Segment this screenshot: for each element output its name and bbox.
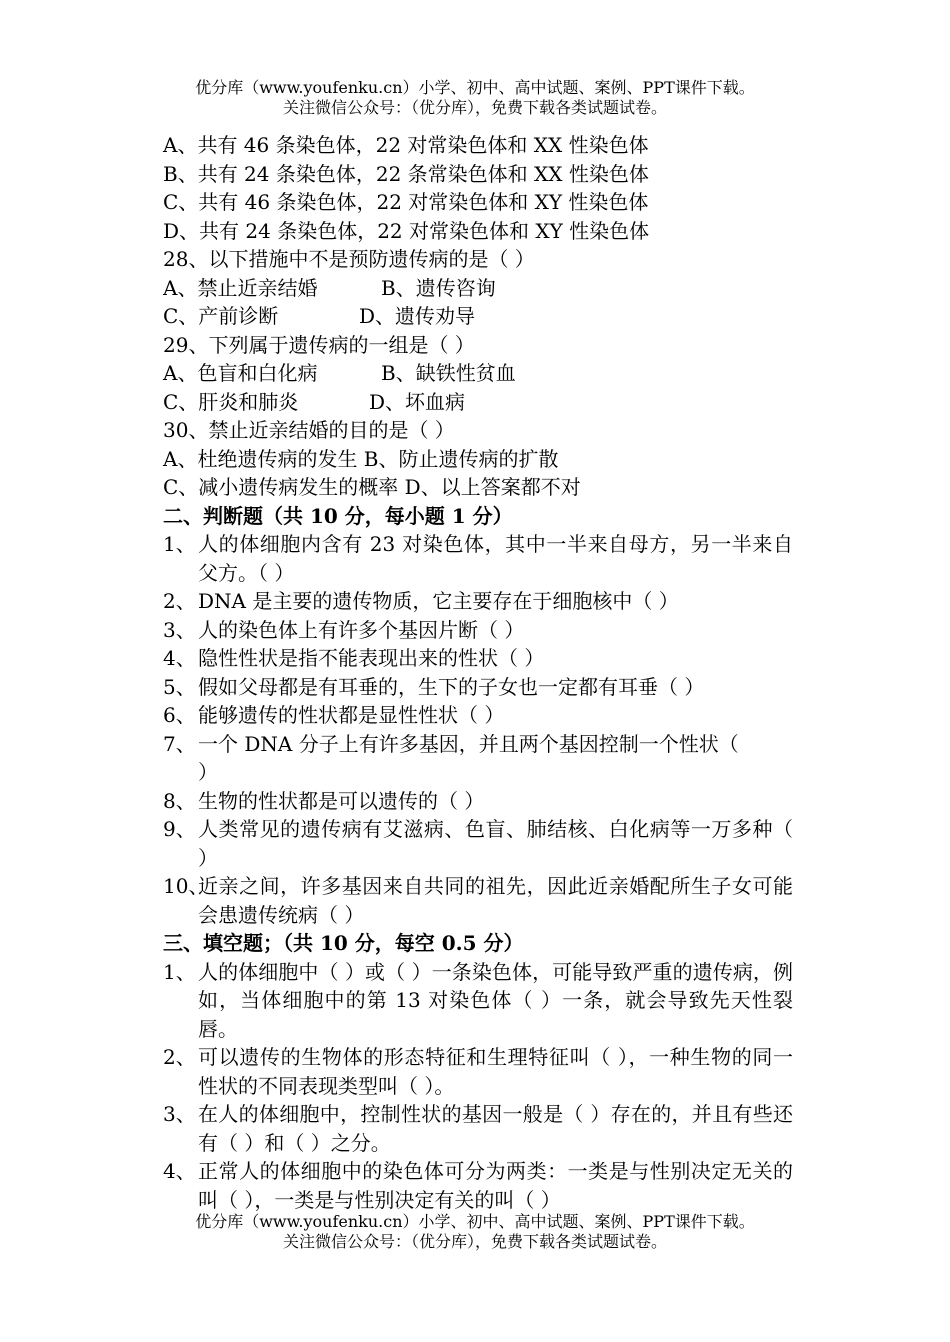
q27-option-a: A、共有 46 条染色体，22 对常染色体和 XX 性染色体 xyxy=(163,133,649,157)
page-footer xyxy=(0,1212,950,1252)
header-line-2: 关注微信公众号：（优分库），免费下载各类试题试卷。 xyxy=(282,98,667,117)
fill-item-2-num: 2、 xyxy=(163,1045,196,1069)
judge-item-6 xyxy=(163,701,793,730)
exam-content xyxy=(163,131,793,1214)
q28-option-a: A、禁止近亲结婚 xyxy=(163,275,318,300)
judge-item-9-num: 9、 xyxy=(163,817,196,841)
q30-options-ab: A、杜绝遗传病的发生 B、防止遗传病的扩散 xyxy=(163,446,559,471)
q28-stem: 28、以下措施中不是预防遗传病的是（ ） xyxy=(163,247,535,271)
judge-item-7-num: 7、 xyxy=(163,731,196,756)
q27-option-d: D、共有 24 条染色体，22 对常染色体和 XY 性染色体 xyxy=(163,218,650,243)
judge-item-3-num: 3、 xyxy=(163,617,196,642)
q29-option-d: D、坏血病 xyxy=(369,389,466,414)
header-line-1: 优分库（www.youfenku.cn）小学、初中、高中试题、案例、PPT课件下载。 xyxy=(195,78,755,97)
q29-option-a: A、色盲和白化病 xyxy=(163,361,318,385)
fill-item-4-text: 正常人的体细胞中的染色体可分为两类：一类是与性别决定无关的叫（ ），一类是与性别决定有关的叫（ ） xyxy=(198,1159,793,1212)
q28-option-d: D、遗传劝导 xyxy=(359,304,476,328)
fill-item-3 xyxy=(163,1100,793,1157)
section-3-title: 三、填空题；（共 10 分，每空 0.5 分） xyxy=(163,931,524,955)
fill-item-3-num: 3、 xyxy=(163,1102,196,1126)
q28-option-c: C、产前诊断 xyxy=(163,304,279,328)
q30-stem: 30、禁止近亲结婚的目的是（ ） xyxy=(163,418,455,442)
judge-item-3 xyxy=(163,616,793,645)
fill-item-4-num: 4、 xyxy=(163,1159,196,1183)
fill-item-3-text: 在人的体细胞中，控制性状的基因一般是（ ）存在的，并且有些还有（ ）和（ ）之分。 xyxy=(198,1102,793,1155)
judge-item-5-text: 假如父母都是有耳垂的，生下的子女也一定都有耳垂（ ） xyxy=(198,674,705,699)
judge-item-2-num: 2、 xyxy=(163,589,196,613)
judge-item-4-text: 隐性性状是指不能表现出来的性状（ ） xyxy=(198,646,545,670)
judge-item-7 xyxy=(163,730,793,759)
fill-item-1-text: 人的体细胞中（ ）或（ ）一条染色体，可能导致严重的遗传病，例如，当体细胞中的第 13 对染色体（ ）一条，就会导致先天性裂唇。 xyxy=(198,959,793,1041)
judge-item-2 xyxy=(163,587,793,616)
judge-item-10-text: 近亲之间，许多基因来自共同的祖先，因此近亲婚配所生子女可能会患遗传统病（ ） xyxy=(198,874,793,927)
judge-item-7-text: 一个 DNA 分子上有许多基因，并且两个基因控制一个性状（ xyxy=(198,731,739,756)
judge-item-10-num: 10、 xyxy=(163,874,209,898)
q28-options-cd xyxy=(163,302,793,331)
q27-option-c: C、共有 46 条染色体，22 对常染色体和 XY 性染色体 xyxy=(163,190,649,214)
section-2-title: 二、判断题（共 10 分，每小题 1 分） xyxy=(163,503,513,528)
judge-item-1-num: 1、 xyxy=(163,532,196,556)
judge-item-9-text: 人类常见的遗传病有艾滋病、色盲、肺结核、白化病等一万多种（ ） xyxy=(198,817,793,870)
q28-option-b: B、遗传咨询 xyxy=(381,275,496,300)
q29-option-b: B、缺铁性贫血 xyxy=(381,361,516,385)
fill-item-1 xyxy=(163,958,793,1044)
judge-item-4-num: 4、 xyxy=(163,646,196,670)
judge-item-3-text: 人的染色体上有许多个基因片断（ ） xyxy=(198,617,525,642)
judge-item-9 xyxy=(163,815,793,872)
fill-item-1-num: 1、 xyxy=(163,959,196,984)
q29-options-cd xyxy=(163,388,793,417)
judge-item-7-continued xyxy=(163,758,793,787)
q29-stem: 29、下列属于遗传病的一组是（ ） xyxy=(163,332,475,357)
fill-item-2 xyxy=(163,1043,793,1100)
footer-line-1: 优分库（www.youfenku.cn）小学、初中、高中试题、案例、PPT课件下载。 xyxy=(195,1212,755,1231)
judge-item-1-text: 人的体细胞内含有 23 对染色体，其中一半来自母方，另一半来自父方。（ ） xyxy=(198,532,793,585)
judge-item-6-text: 能够遗传的性状都是显性性状（ ） xyxy=(198,703,505,727)
q30-options-cd: C、减小遗传病发生的概率 D、以上答案都不对 xyxy=(163,475,581,499)
judge-item-5 xyxy=(163,673,793,702)
fill-item-4 xyxy=(163,1157,793,1214)
judge-item-7-tail: ） xyxy=(198,760,218,784)
q27-option-b: B、共有 24 条染色体，22 条常染色体和 XX 性染色体 xyxy=(163,161,649,186)
judge-item-5-num: 5、 xyxy=(163,674,196,699)
q29-option-c: C、肝炎和肺炎 xyxy=(163,389,299,414)
judge-item-4 xyxy=(163,644,793,673)
q29-options-ab xyxy=(163,359,793,388)
judge-item-2-text: DNA 是主要的遗传物质，它主要存在于细胞核中（ ） xyxy=(198,589,679,613)
judge-item-8-num: 8、 xyxy=(163,788,196,813)
footer-line-2: 关注微信公众号：（优分库），免费下载各类试题试卷。 xyxy=(282,1232,667,1251)
judge-item-8-text: 生物的性状都是可以遗传的（ ） xyxy=(198,788,485,813)
judge-item-10 xyxy=(163,872,793,929)
judge-item-8 xyxy=(163,787,793,816)
judge-item-6-num: 6、 xyxy=(163,703,196,727)
judge-item-1 xyxy=(163,530,793,587)
fill-item-2-text: 可以遗传的生物体的形态特征和生理特征叫（ ），一种生物的同一性状的不同表现类型叫（ ）。 xyxy=(198,1045,793,1098)
q28-options-ab xyxy=(163,274,793,303)
page-header xyxy=(0,78,950,118)
